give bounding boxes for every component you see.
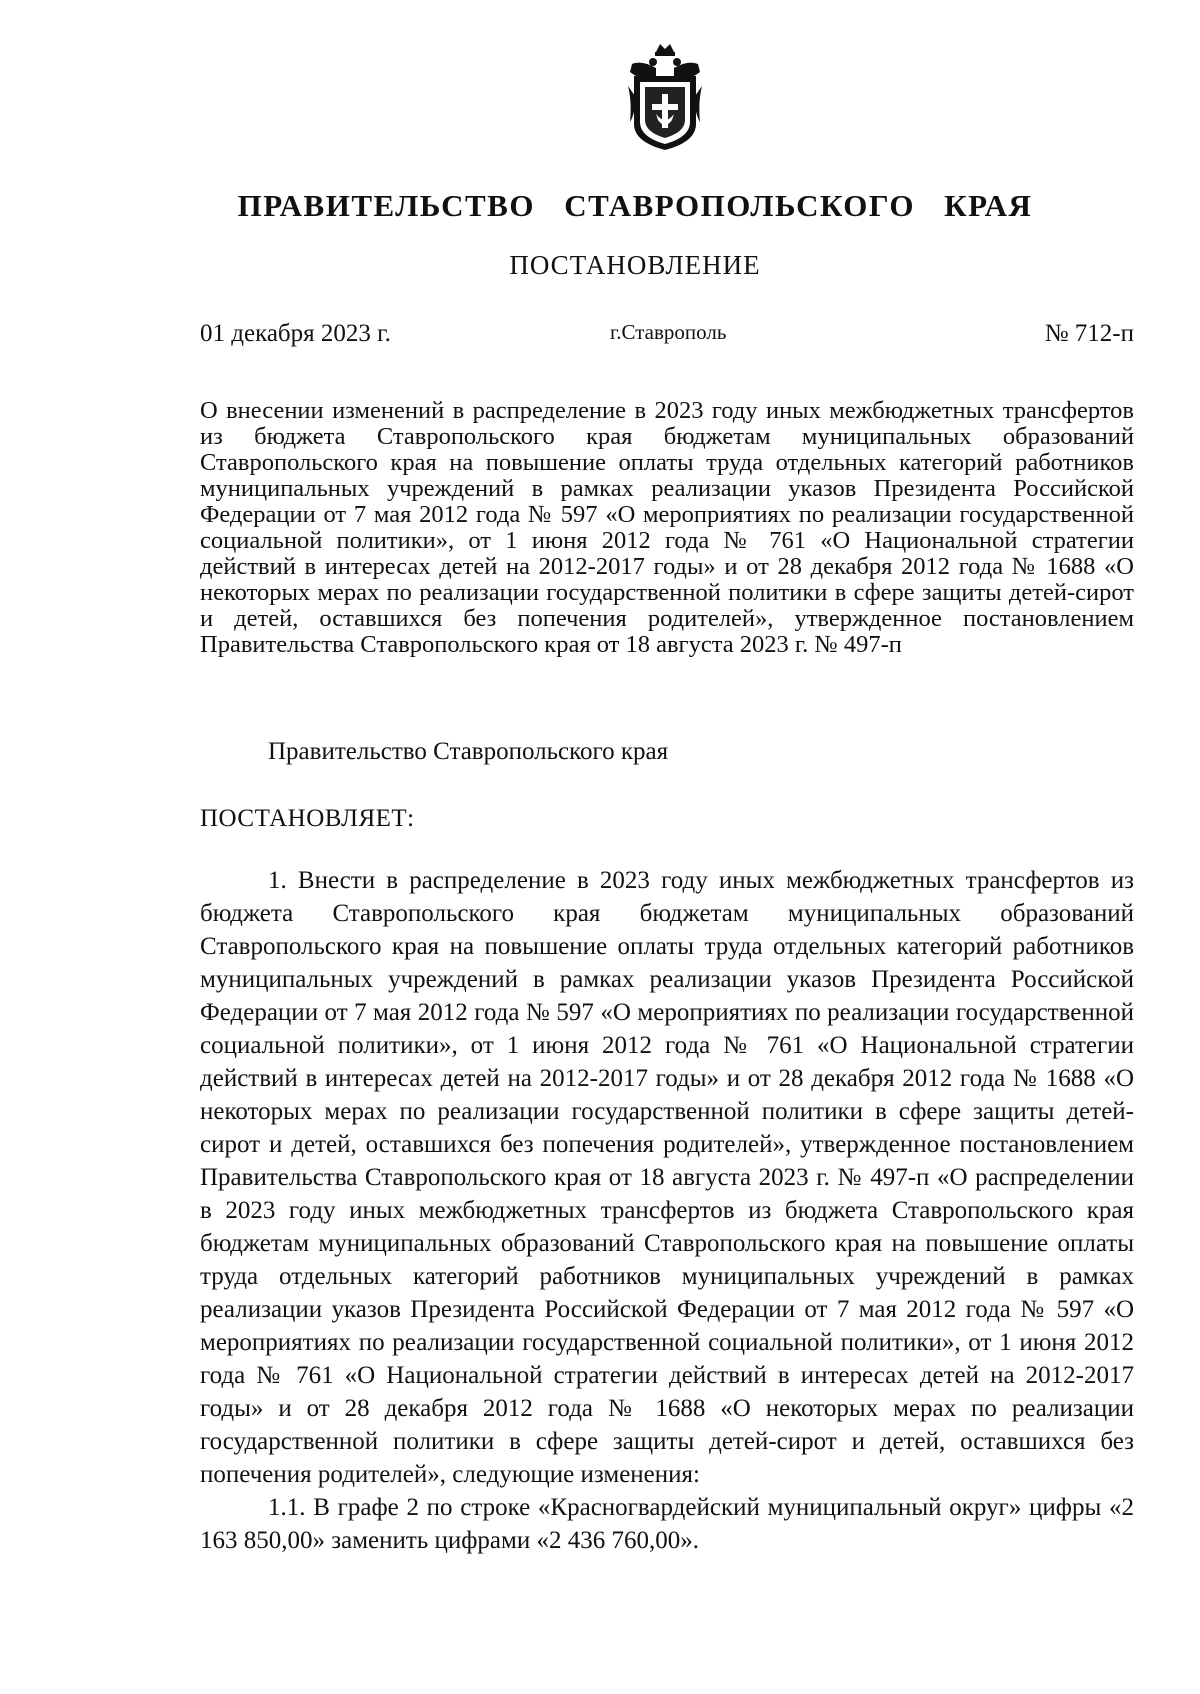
paragraph-1: 1. Внести в распределение в 2023 году иных межбюджетных трансфертов из бюджета Ставропольского края бюджетам муниципальных образований Ставропольского края на повышение оплаты труда отдельных категорий работников муниципальных учреждений в рамках реализации указов Президента Российской Федерации от 7 мая 2012 года № 597 «О мероприятиях по реализации государственной социальной политики», от 1 июня 2012 года № 761 «О Национальной стратегии действий в интересах детей на 2012-2017 годы» и от 28 декабря 2012 года № 1688 «О некоторых мерах по реализации государственной политики в сфере защиты детей-сирот и детей, оставшихся без попечения родителей», утвержденное постановлением Правительства Ставропольского края от 18 августа 2023 г. № 497-п «О распределении в 2023 году иных межбюджетных трансфертов из бюджета Ставропольского края бюджетам муниципальных образований Ставропольского края на повышение оплаты труда отдельных категорий работников муниципальных учреждений в рамках реализации указов Президента Российской Федерации от 7 мая 2012 года № 597 «О мероприятиях по реализации государственной социальной политики», от 1 июня 2012 года № 761 «О Национальной стратегии действий в интересах детей на 2012-2017 годы» и от 28 декабря 2012 года № 1688 «О некоторых мерах по реализации государственной политики в сфере защиты детей-сирот и детей, оставшихся без попечения родителей», следующие изменения:	[200, 867, 1134, 1488]
document-type: ПОСТАНОВЛЕНИЕ	[509, 250, 761, 280]
coat-of-arms-icon	[626, 42, 704, 154]
decree-word: ПОСТАНОВЛЯЕТ:	[200, 805, 415, 832]
organization-title: ПРАВИТЕЛЬСТВО СТАВРОПОЛЬСКОГО КРАЯ	[237, 188, 1033, 223]
document-date: 01 декабря 2023 г.	[200, 320, 391, 347]
document-title: О внесении изменений в распределение в 2023 году иных межбюджетных трансфертов из бюджета Ставропольского края бюджетам муниципальных образований Ставропольского края на повышение оплаты труда отдельных категорий работников муниципальных учреждений в рамках реализации указов Президента Российской Федерации от 7 мая 2012 года № 597 «О мероприятиях по реализации государственной социальной политики», от 1 июня 2012 года № 761 «О Национальной стратегии действий в интересах детей на 2012-2017 годы» и от 28 декабря 2012 года № 1688 «О некоторых мерах по реализации государственной политики в сфере защиты детей-сирот и детей, оставшихся без попечения родителей», утвержденное постановлением Правительства Ставропольского края от 18 августа 2023 г. № 497-п	[200, 397, 1134, 658]
document-number: № 712-п	[1044, 320, 1134, 347]
paragraph-1-1: 1.1. В графе 2 по строке «Красногвардейский муниципальный округ» цифры «2 163 850,00» заменить цифрами «2 436 760,00».	[200, 1494, 1134, 1554]
document-city: г.Ставрополь	[610, 320, 727, 344]
document-body	[200, 864, 1134, 1557]
issuing-body: Правительство Ставропольского края	[268, 738, 669, 765]
